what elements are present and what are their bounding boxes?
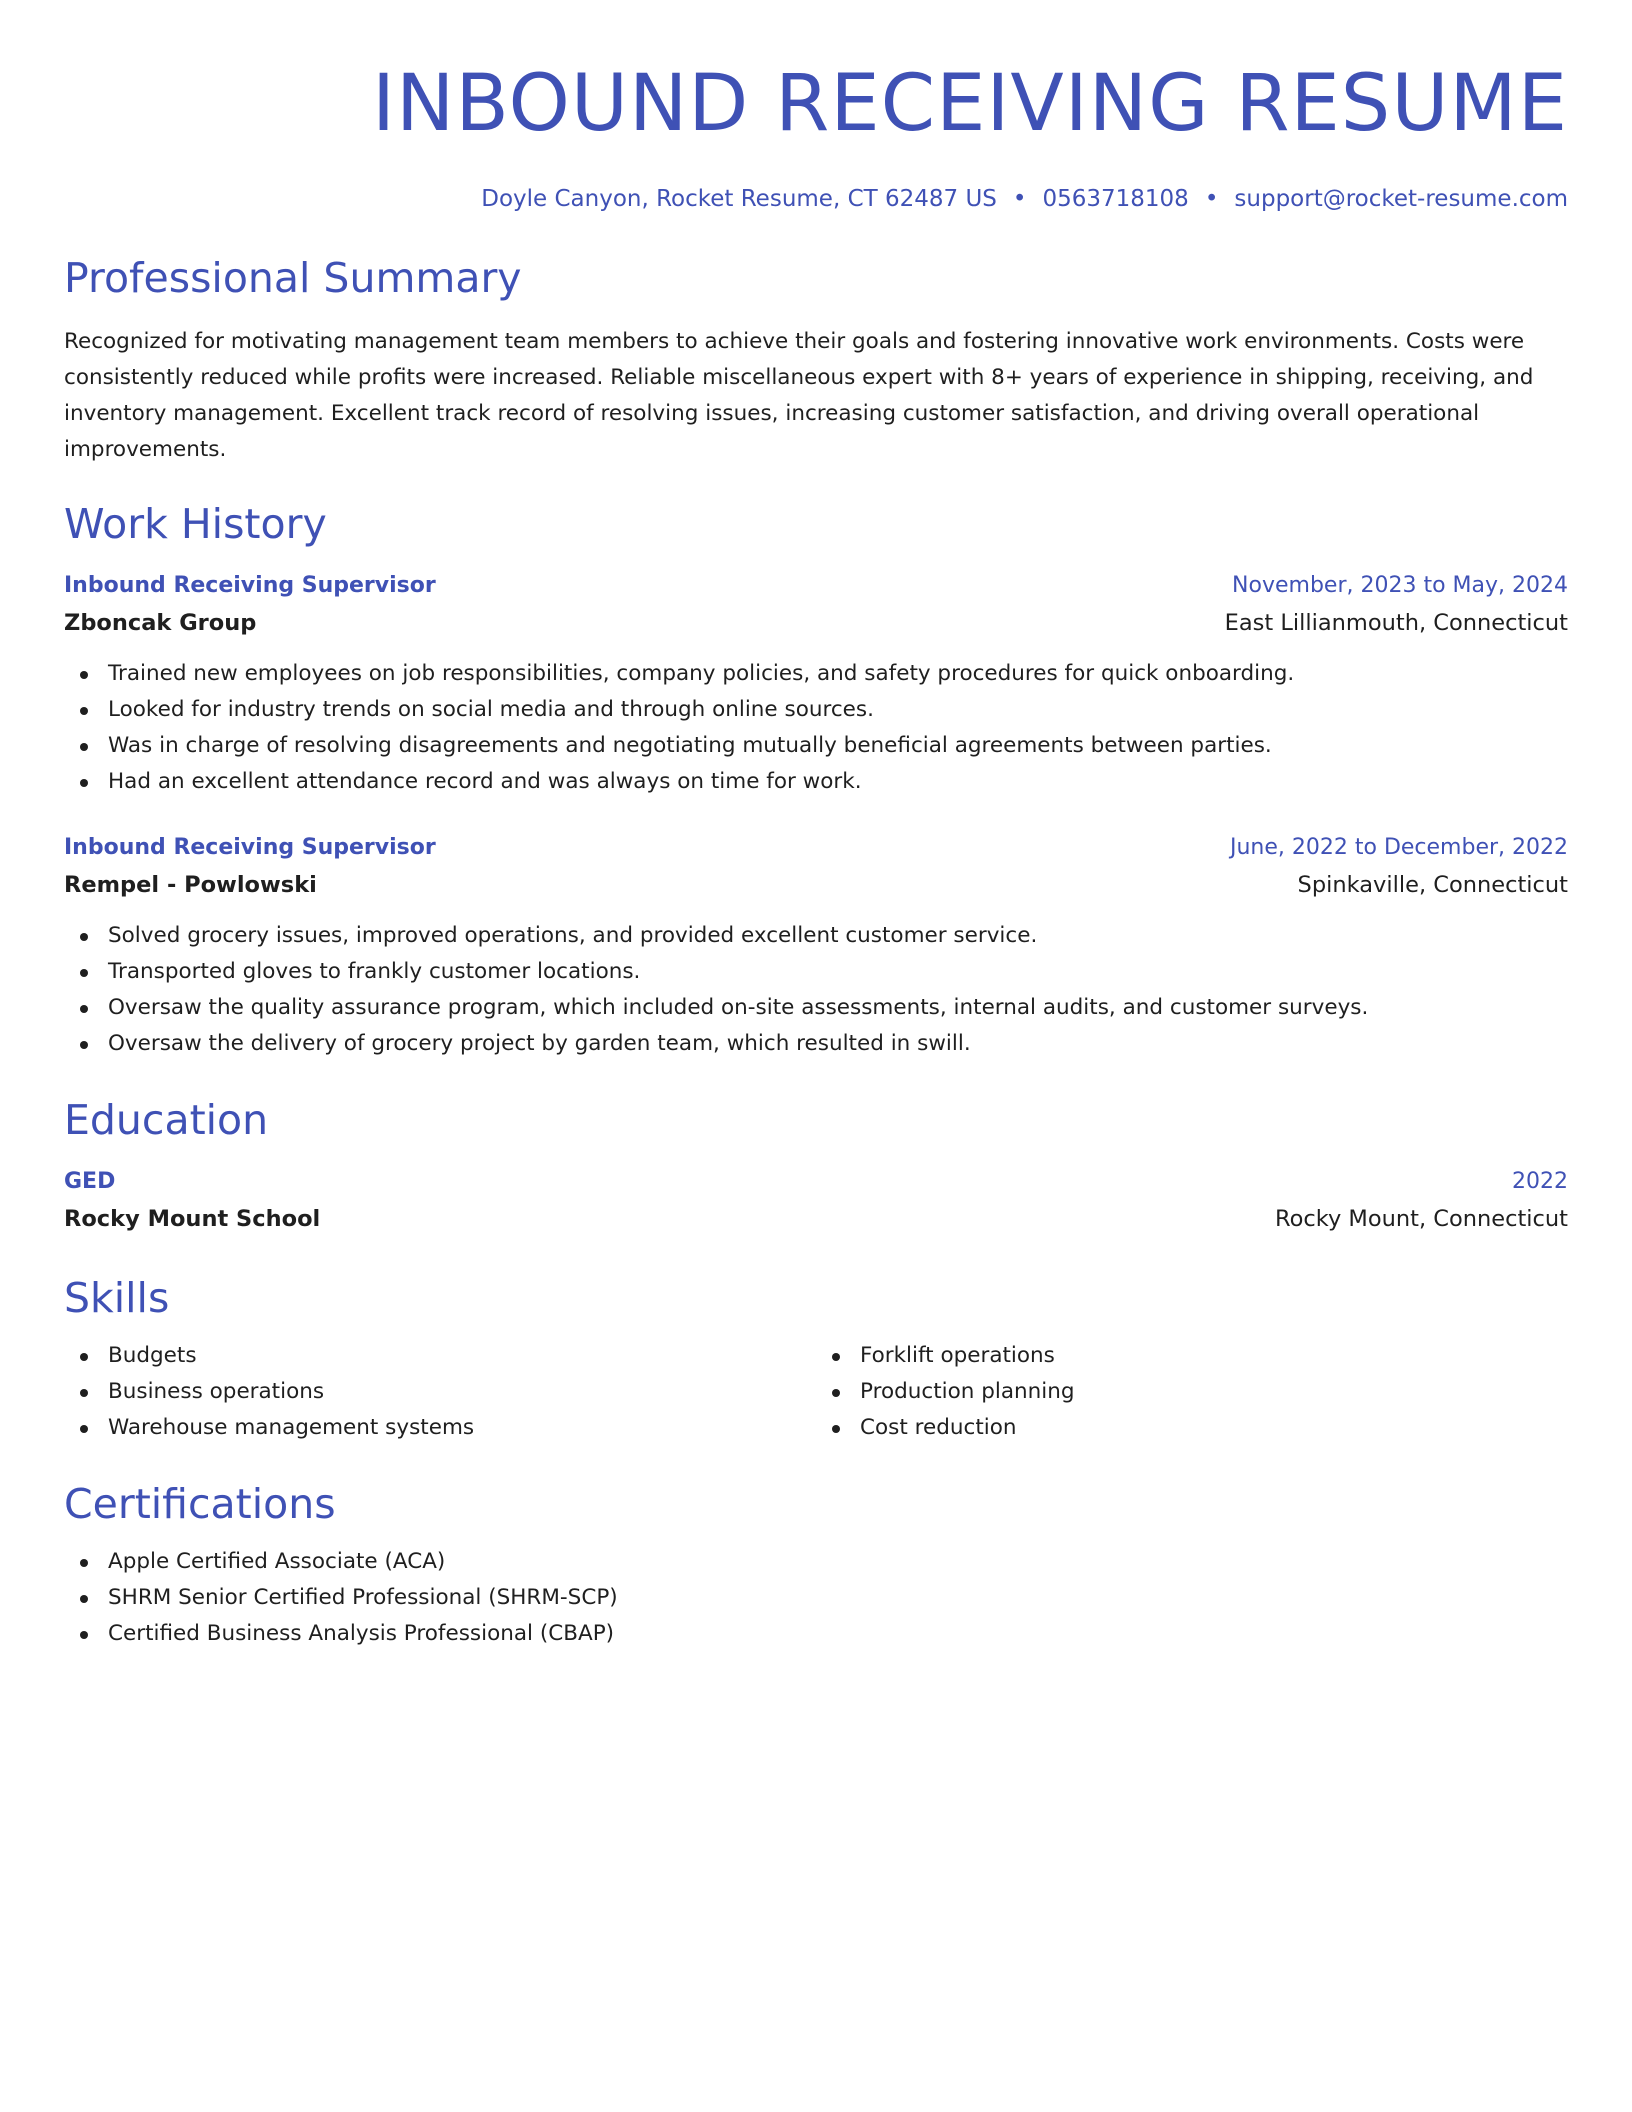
job-company: Rempel - Powlowski bbox=[64, 872, 317, 898]
contact-line bbox=[64, 184, 1568, 214]
job-bullet: Oversaw the quality assurance program, which included on-site assessments, internal audits, and customer surveys. bbox=[64, 990, 1568, 1026]
skills-list-left bbox=[64, 1338, 816, 1446]
skill-item: Production planning bbox=[816, 1374, 1568, 1410]
skills-list-right bbox=[816, 1338, 1568, 1446]
job-title: Inbound Receiving Supervisor bbox=[64, 835, 436, 860]
skill-item: Forklift operations bbox=[816, 1338, 1568, 1374]
job-bullet: Oversaw the delivery of grocery project by garden team, which resulted in swill. bbox=[64, 1026, 1568, 1062]
work-history-heading: Work History bbox=[64, 500, 327, 548]
skills-heading: Skills bbox=[64, 1274, 170, 1322]
resume-page bbox=[64, 0, 1568, 1652]
summary-heading: Professional Summary bbox=[64, 254, 522, 302]
education-school-row bbox=[64, 1200, 1568, 1238]
resume-title: INBOUND RECEIVING RESUME bbox=[371, 59, 1568, 149]
summary-text: Recognized for motivating management team members to achieve their goals and fostering innovative work environments. Costs were consistently reduced while profits were increased. Reliable miscellaneous expert with 8+ years of experience in shipping, receiving, and inventory management. Excellent track record of resolving issues, increasing customer satisfaction, and driving overall operational improvements. bbox=[64, 329, 1534, 462]
job-header-row bbox=[64, 568, 1568, 604]
certification-item: Certified Business Analysis Professional (CBAP) bbox=[64, 1616, 1568, 1652]
education-year: 2022 bbox=[1512, 1169, 1568, 1194]
job-bullet: Transported gloves to frankly customer locations. bbox=[64, 954, 1568, 990]
contact-separator: • bbox=[1204, 186, 1219, 212]
job-bullet: Had an excellent attendance record and was always on time for work. bbox=[64, 764, 1568, 800]
job-location: Spinkaville, Connecticut bbox=[1297, 872, 1568, 898]
skill-item: Business operations bbox=[64, 1374, 816, 1410]
education-degree: GED bbox=[64, 1169, 116, 1194]
certifications-heading: Certifications bbox=[64, 1480, 336, 1528]
certifications-list bbox=[64, 1544, 1568, 1652]
contact-email: support@rocket-resume.com bbox=[1234, 186, 1568, 212]
job-bullets bbox=[64, 656, 1568, 800]
contact-address: Doyle Canyon, Rocket Resume, CT 62487 US bbox=[481, 186, 997, 212]
certification-item: Apple Certified Associate (ACA) bbox=[64, 1544, 1568, 1580]
education-heading: Education bbox=[64, 1096, 269, 1144]
job-dates: June, 2022 to December, 2022 bbox=[1229, 835, 1568, 860]
job-header-row bbox=[64, 830, 1568, 866]
job-bullet: Was in charge of resolving disagreements and negotiating mutually beneficial agreements between parties. bbox=[64, 728, 1568, 764]
skill-item: Cost reduction bbox=[816, 1410, 1568, 1446]
job-entry bbox=[64, 830, 1568, 1062]
education-school: Rocky Mount School bbox=[64, 1206, 321, 1232]
certification-item: SHRM Senior Certified Professional (SHRM-SCP) bbox=[64, 1580, 1568, 1616]
contact-phone: 0563718108 bbox=[1042, 186, 1189, 212]
skill-item: Warehouse management systems bbox=[64, 1410, 816, 1446]
education-location: Rocky Mount, Connecticut bbox=[1274, 1206, 1568, 1232]
education-entry bbox=[64, 1164, 1568, 1238]
job-title: Inbound Receiving Supervisor bbox=[64, 573, 436, 598]
job-bullet: Looked for industry trends on social media and through online sources. bbox=[64, 692, 1568, 728]
job-bullet: Solved grocery issues, improved operations, and provided excellent customer service. bbox=[64, 918, 1568, 954]
contact-separator: • bbox=[1012, 186, 1027, 212]
job-company-row bbox=[64, 866, 1568, 904]
job-location: East Lillianmouth, Connecticut bbox=[1224, 610, 1568, 636]
job-dates: November, 2023 to May, 2024 bbox=[1232, 573, 1568, 598]
job-entry bbox=[64, 568, 1568, 800]
skill-item: Budgets bbox=[64, 1338, 816, 1374]
job-bullet: Trained new employees on job responsibilities, company policies, and safety procedures for quick onboarding. bbox=[64, 656, 1568, 692]
job-bullets bbox=[64, 918, 1568, 1062]
education-header-row bbox=[64, 1164, 1568, 1200]
job-company-row bbox=[64, 604, 1568, 642]
skills-columns bbox=[64, 1338, 1568, 1446]
job-company: Zboncak Group bbox=[64, 610, 257, 636]
